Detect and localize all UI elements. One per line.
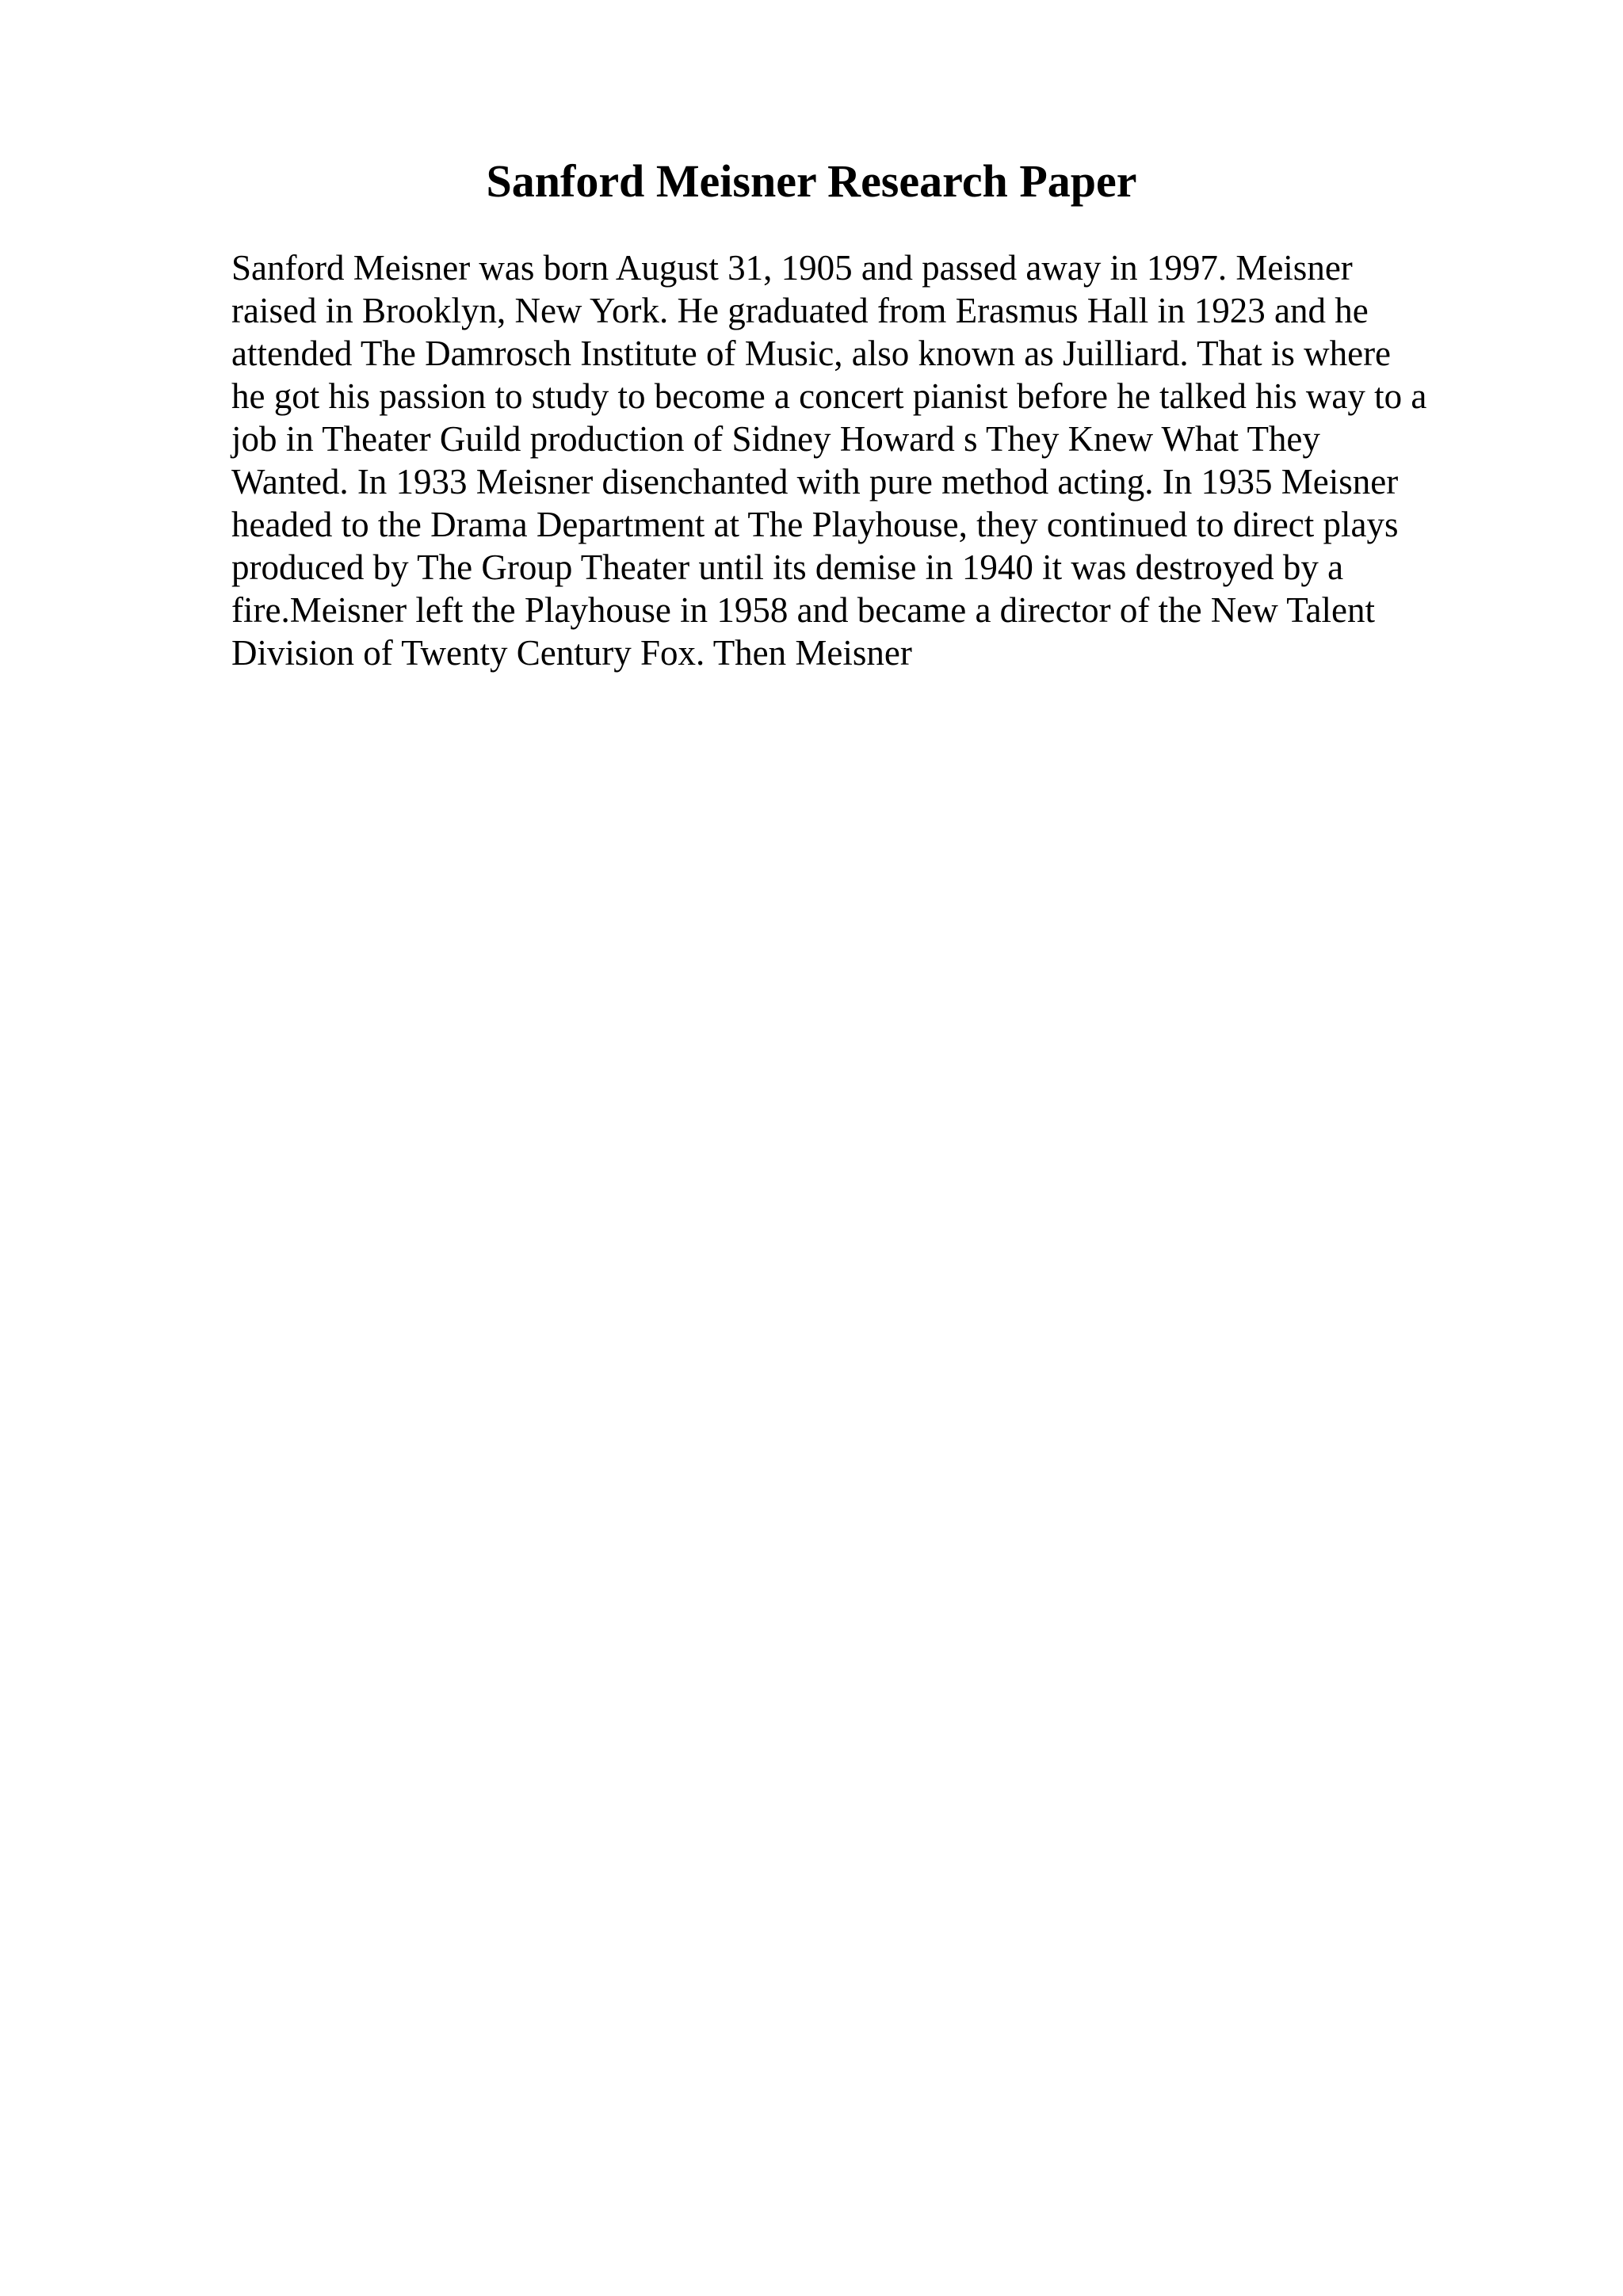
paragraph-line: attended The Damrosch Institute of Music, also known as Juilliard. That is where xyxy=(231,334,1392,373)
paragraph-line: fire.Meisner left the Playhouse in 1958 and became a director of the New Talent xyxy=(231,590,1376,630)
paragraph-line: job in Theater Guild production of Sidney Howard s They Knew What They xyxy=(231,419,1320,459)
paragraph-line: Division of Twenty Century Fox. Then Meisner xyxy=(231,633,912,673)
paragraph-line: produced by The Group Theater until its demise in 1940 it was destroyed by a xyxy=(231,547,1344,587)
paragraph-line: raised in Brooklyn, New York. He graduated from Erasmus Hall in 1923 and he xyxy=(231,291,1369,330)
paragraph-line: headed to the Drama Department at The Playhouse, they continued to direct plays xyxy=(231,505,1399,544)
document-title: Sanford Meisner Research Paper xyxy=(486,155,1137,207)
body-paragraph xyxy=(231,246,1499,674)
paragraph-line: he got his passion to study to become a concert pianist before he talked his way to a xyxy=(231,376,1427,416)
paragraph-line: Sanford Meisner was born August 31, 1905 and passed away in 1997. Meisner xyxy=(231,248,1353,288)
paragraph-line: Wanted. In 1933 Meisner disenchanted with pure method acting. In 1935 Meisner xyxy=(231,462,1399,502)
